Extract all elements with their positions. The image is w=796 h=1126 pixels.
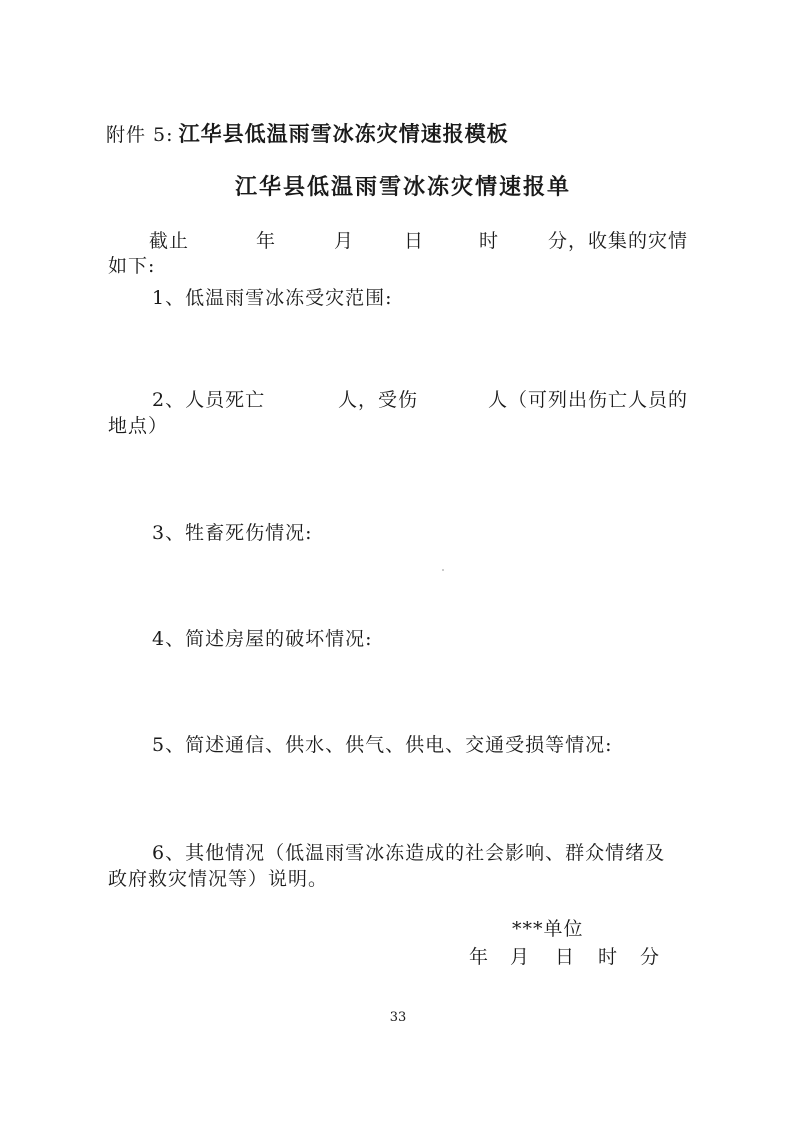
form-title: 江华县低温雨雪冰冻灾情速报单 [234, 174, 571, 200]
signature-day: 日 [555, 946, 576, 968]
item-3-text: 3、牲畜死伤情况: [152, 522, 313, 544]
attachment-prefix: 附件 5: [106, 124, 174, 146]
item-2-part3: 人（可列出伤亡人员的 [488, 389, 689, 411]
signature-month: 月 [510, 946, 531, 968]
intro-label: 截止 [149, 230, 190, 252]
intro-month: 月 [334, 230, 355, 252]
item-4-text: 4、简述房屋的破坏情况: [152, 628, 373, 650]
attachment-title: 江华县低温雨雪冰冻灾情速报模板 [178, 121, 509, 146]
signature-minute: 分 [640, 946, 661, 968]
item-6-continuation: 政府救灾情况等）说明。 [108, 868, 329, 890]
signature-year: 年 [469, 946, 490, 968]
intro-continuation: 如下: [108, 255, 156, 277]
intro-minute-tail: 分，收集的灾情 [548, 230, 689, 252]
intro-hour: 时 [479, 230, 500, 252]
signature-hour: 时 [598, 946, 619, 968]
page-number: 33 [389, 1010, 407, 1025]
item-2-part2: 人，受伤 [338, 389, 419, 411]
intro-day: 日 [404, 230, 425, 252]
item-5-text: 5、简述通信、供水、供气、供电、交通受损等情况: [152, 734, 613, 756]
signature-unit: ***单位 [512, 918, 584, 940]
item-1-text: 1、低温雨雪冰冻受灾范围: [152, 287, 393, 309]
item-2-part1: 2、人员死亡 [152, 389, 266, 411]
item-6-text: 6、其他情况（低温雨雪冰冻造成的社会影响、群众情绪及 [152, 842, 666, 864]
scan-speck [442, 569, 444, 571]
item-2-continuation: 地点） [108, 415, 169, 437]
intro-year: 年 [256, 230, 277, 252]
attachment-heading [106, 118, 509, 148]
